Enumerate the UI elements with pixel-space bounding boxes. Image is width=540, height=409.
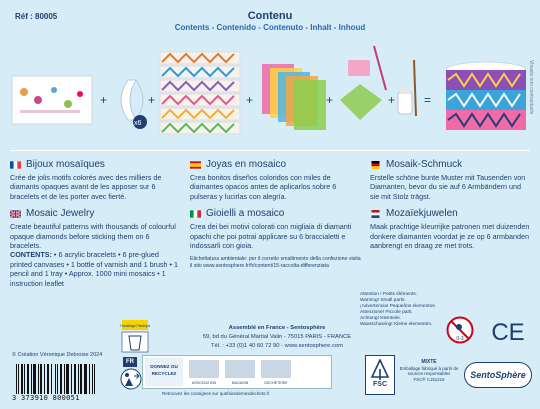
uk-flag-icon — [10, 210, 21, 218]
triman-fr-badge: FR — [123, 357, 137, 367]
address-line: 59, bd du Général Martial Valin - 75015 PARIS - FRANCE — [202, 333, 352, 340]
visual-disclaimer: Visuels non contractuels — [528, 60, 534, 115]
recycle-label: RECYCLEZ — [151, 371, 177, 376]
plus-sign: + — [100, 93, 108, 107]
fr-text: Crée de jolis motifs colorés avec des milliers de diamants opaques avant de les apposer sur 6 bracelets et de les porter avec fierté. — [10, 173, 162, 201]
varnish-and-brush-image — [398, 60, 416, 116]
warning-line: Attention ! Petits éléments. — [360, 292, 418, 297]
warning-line: ¡Advertencia! Pequeños elementos. — [360, 304, 436, 309]
acrylic-bracelet-image — [121, 80, 147, 129]
warning-line: Attenzione! Piccole parti. — [360, 310, 413, 315]
fsc-desc: Emballage fabriqué à partir de sources responsables — [399, 365, 459, 377]
copyright: © Création Véronique Debroise 2024 — [12, 352, 103, 358]
plastic-packaging-icon — [120, 318, 150, 354]
kit-contents-illustration — [10, 38, 530, 148]
italy-flag-icon — [190, 210, 201, 218]
fsc-logo — [365, 355, 395, 395]
nl-heading — [370, 207, 530, 220]
es-text: Crea bonitos diseños coloridos con miles de diamantes opacos antes de aplicarlos sobre 6 pulseras y lucirlas con alegría. — [190, 173, 337, 201]
plus-sign: + — [326, 93, 334, 107]
ce-mark-label: CE — [491, 319, 525, 346]
fsc-label: FSC — [373, 381, 387, 388]
fsc-tree-icon — [370, 359, 390, 381]
it-heading — [190, 207, 362, 220]
age-label: 0-3 — [456, 336, 464, 342]
en-contents — [10, 250, 182, 288]
france-flag-icon — [10, 161, 21, 169]
manufacturer-address — [162, 324, 392, 350]
warning-line: Achtung! Kleinteile. — [360, 316, 402, 321]
en-text: Create beautiful patterns with thousands of colourful opaque diamonds before sticking them on 6 bracelets. — [10, 222, 176, 251]
plus-sign: + — [148, 93, 156, 107]
de-text: Erstelle schöne bunte Muster mit Tausenden von Diamanten, bevor du sie auf 6 Armbändern und sie mit Stolz trägst. — [370, 173, 526, 201]
contents-title: Contenu — [247, 10, 293, 22]
it-title: Gioielli a mosaico — [206, 208, 285, 220]
column-fr-en — [10, 158, 182, 288]
sentosphere-logo: SentoSphère — [464, 362, 532, 388]
plus-sign: + — [388, 93, 396, 107]
de-title: Mosaik-Schmuck — [386, 159, 463, 170]
address-line: Tél. : +33 (0)1 40 60 72 90 - www.sentosphere.com — [211, 342, 343, 349]
recycle-label: DÉCHÈTERIE — [264, 381, 288, 385]
instruction-leaflet-image — [12, 76, 92, 124]
es-title: Joyas en mosaico — [206, 159, 287, 170]
it-eco-label: Etichettatura ambientale: per il corretto smaltimento della confezione visita il sito www.sentosphere.fr/fr/content/15-raccolta-differenziata — [190, 256, 361, 269]
box-label: Emballage Plastique — [120, 324, 150, 328]
de-heading — [370, 158, 530, 171]
en-title: Mosaic Jewelry — [26, 208, 95, 220]
nl-title: Mozaïekjuwelen — [386, 208, 458, 220]
bracelet-count: x6 — [134, 120, 142, 127]
barcode-number: 3 373910 800051 — [12, 394, 104, 402]
warning-line: Waarschuwing! Kleine elementen. — [360, 322, 433, 327]
column-de-nl — [370, 158, 530, 256]
warning-line: Warning! Small parts. — [360, 298, 406, 303]
recycling-guide-graphic — [143, 356, 331, 388]
finished-bracelets-image — [446, 62, 526, 130]
plus-sign: + — [246, 93, 254, 107]
equals-sign: = — [424, 93, 432, 107]
recycle-label: MAGASIN — [231, 381, 249, 385]
germany-flag-icon — [370, 161, 381, 169]
it-text: Crea dei bei motivi colorati con migliaia di diamanti opachi che poi potrai applicare su 6 braccialetti e indossarli con gioia. — [190, 222, 352, 251]
printed-canvases-image — [160, 52, 240, 134]
recycle-label: ASSOCIATION — [191, 381, 217, 385]
en-heading — [10, 207, 182, 220]
contents-subtitle: Contents - Contenido - Contenuto - Inhalt - Inhoud — [174, 23, 366, 32]
en-contents-list: • 6 acrylic bracelets • 6 pre-glued printed canvases • 1 bottle of varnish and 1 brush • 1 pencil and 1 tray • Approx. 1000 mini mosaics • 1 instruction leaflet — [10, 250, 179, 288]
small-parts-warning — [360, 292, 460, 328]
nl-text: Maak prachtige kleurrijke patronen met duizenden donkere diamanten voordat je ze op 6 armbanden aanbrengt en draag ze met trots. — [370, 222, 530, 251]
spain-flag-icon — [190, 161, 201, 169]
fsc-code: FSC® C151216 — [413, 376, 445, 382]
fr-heading — [10, 158, 182, 171]
fr-title: Bijoux mosaïques — [26, 159, 105, 170]
recycling-note: Retrouvez les consignes sur quefairedemesdechets.fr — [162, 391, 270, 396]
en-contents-label: CONTENTS: — [10, 250, 52, 260]
ce-mark-icon — [490, 316, 526, 346]
ref-number: Réf : 80005 — [15, 12, 58, 21]
tray-and-pencil-image — [340, 46, 386, 120]
age-warning-icon — [446, 316, 474, 344]
recycle-label: DONNEZ OU — [150, 364, 178, 369]
fsc-info — [398, 360, 460, 382]
recycling-guide — [142, 355, 332, 389]
address-line: Assemblé en France - Sentosphère — [228, 325, 326, 331]
triman-icon — [120, 368, 142, 390]
fsc-mixte: MIXTE — [421, 359, 437, 365]
divider — [10, 150, 530, 151]
netherlands-flag-icon — [370, 210, 381, 218]
column-es-it — [190, 158, 362, 269]
es-heading — [190, 158, 362, 171]
mini-mosaics-image — [262, 64, 326, 130]
